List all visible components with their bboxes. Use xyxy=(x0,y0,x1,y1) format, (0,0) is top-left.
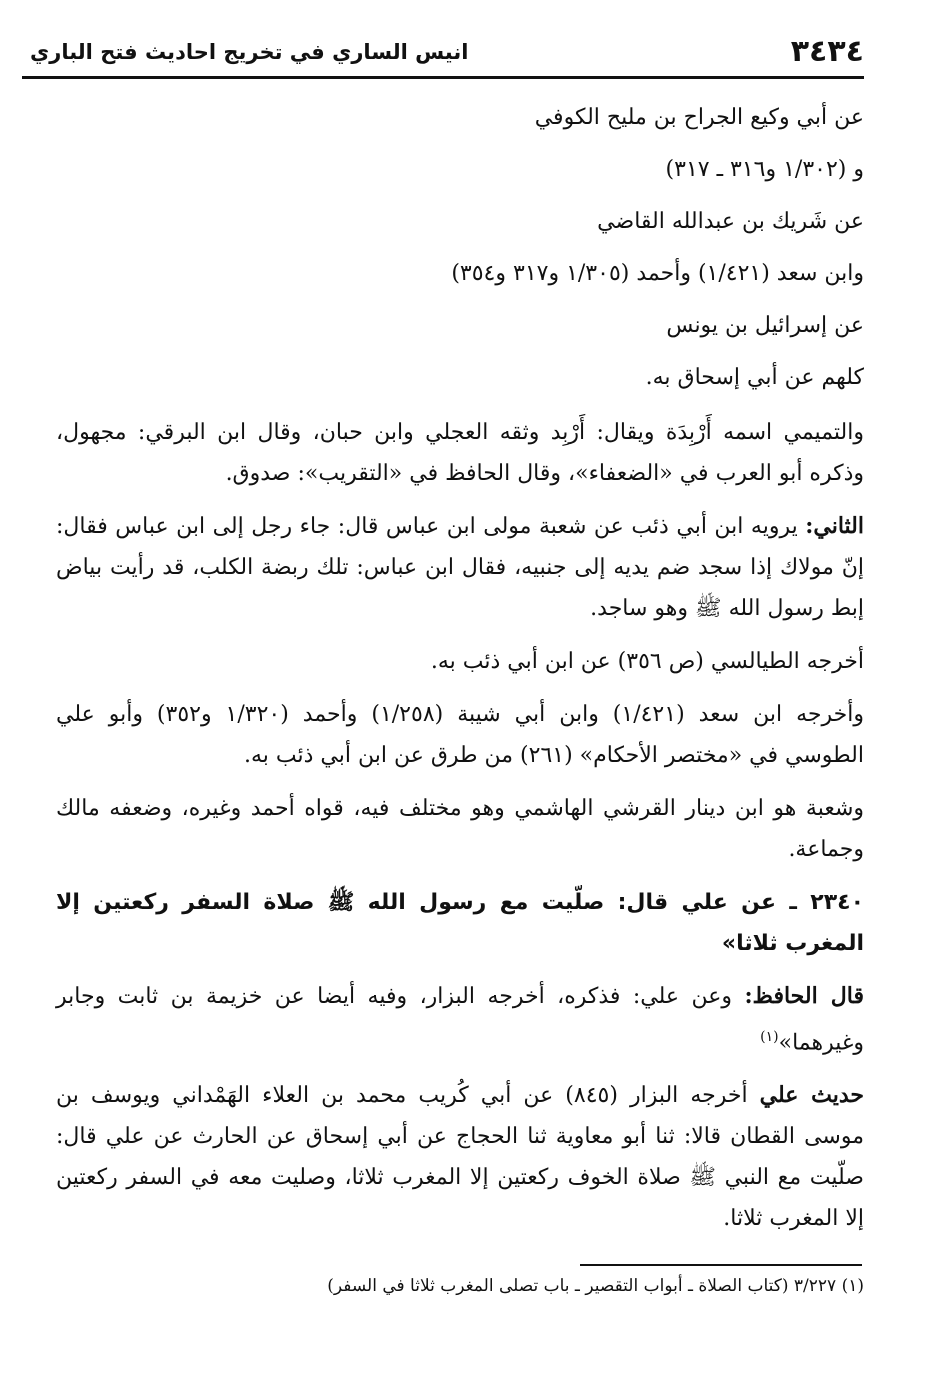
paragraph-body: أخرجه البزار (٨٤٥) عن أبي كُريب محمد بن العلاء الهَمْداني ويوسف بن موسى القطان قالا: ثنا أبو معاوية ثنا الحجاج عن أبي إسحاق عن الحارث عن علي قال: صلّيت مع النبي ﷺ صلاة الخوف ركعتين إلا المغرب ثلاثا، وصليت معه في السفر ركعتين إلا المغرب ثلاثا. xyxy=(56,1083,864,1232)
paragraph-lead: الثاني: xyxy=(805,513,864,539)
hadith-number: ٢٣٤٠ xyxy=(810,890,864,915)
page-number: ٣٤٣٤ xyxy=(790,34,864,69)
paragraph-ibn-saad: وأخرجه ابن سعد (١/٤٢١) وابن أبي شيبة (١/٢٥٨) وأحمد (١/٣٢٠ و٣٥٢) وأبو علي الطوسي في «مختصر الأحكام» (٢٦١) من طرق عن ابن أبي ذئب به. xyxy=(56,702,864,768)
paragraph-tamimi: والتميمي اسمه أَرْبِدَة ويقال: أَرْبِد وثقه العجلي وابن حبان، وقال ابن البرقي: مجهول، وذكره أبو العرب في «الضعفاء»، وقال الحافظ في «التقريب»: صدوق. xyxy=(56,420,864,486)
chain-line: عن أبي وكيع الجراح بن مليح الكوفي xyxy=(534,105,864,130)
paragraph-shuba: وشعبة هو ابن دينار القرشي الهاشمي وهو مختلف فيه، قواه أحمد وغيره، وضعفه مالك وجماعة. xyxy=(56,796,864,862)
chain-line: عن إسرائيل بن يونس xyxy=(666,313,864,338)
chain-line: وابن سعد (١/٤٢١) وأحمد (١/٣٠٥ و٣١٧ و٣٥٤) xyxy=(451,261,864,286)
book-title: انيس الساري في تخريج احاديث فتح الباري xyxy=(30,40,469,64)
main-text xyxy=(56,94,864,1251)
chain-line: عن شَريك بن عبدالله القاضي xyxy=(597,209,864,234)
paragraph-body: يرويه ابن أبي ذئب عن شعبة مولى ابن عباس قال: جاء رجل إلى ابن عباس فقال: إنّ مولاك إذا سجد ضم يديه إلى جنبيه، فقال ابن عباس: تلك ربضة الكلب، قد رأيت بياض إبط رسول الله ﷺ وهو ساجد. xyxy=(56,514,864,621)
paragraph-lead: قال الحافظ: xyxy=(744,983,864,1009)
paragraph-body: وعن علي: فذكره، أخرجه البزار، وفيه أيضا عن خزيمة بن ثابت وجابر وغيرهما» xyxy=(56,984,864,1056)
hadith-text: ـ عن علي قال: صلّيت مع رسول الله ﷺ صلاة السفر ركعتين إلا المغرب ثلاثا» xyxy=(56,890,864,956)
header-rule xyxy=(22,76,864,79)
paragraph-tayalisi: أخرجه الطيالسي (ص ٣٥٦) عن ابن أبي ذئب به. xyxy=(430,649,864,674)
running-header xyxy=(22,30,864,74)
footnote-rule xyxy=(580,1264,862,1266)
footnote: (١) ٣/٢٢٧ (كتاب الصلاة ـ أبواب التقصير ـ باب تصلى المغرب ثلاثا في السفر) xyxy=(327,1276,864,1296)
hadith-heading xyxy=(56,882,864,964)
chain-line: كلهم عن أبي إسحاق به. xyxy=(645,365,864,390)
paragraph-lead: حديث علي xyxy=(759,1082,864,1109)
paragraph-hafiz xyxy=(56,976,864,1063)
paragraph-hadith-ali xyxy=(56,1075,864,1239)
paragraph-second-route xyxy=(56,506,864,629)
footnote-reference: (١) xyxy=(760,1029,779,1045)
chain-line: و (١/٣٠٢ و٣١٦ ـ ٣١٧) xyxy=(665,157,864,182)
